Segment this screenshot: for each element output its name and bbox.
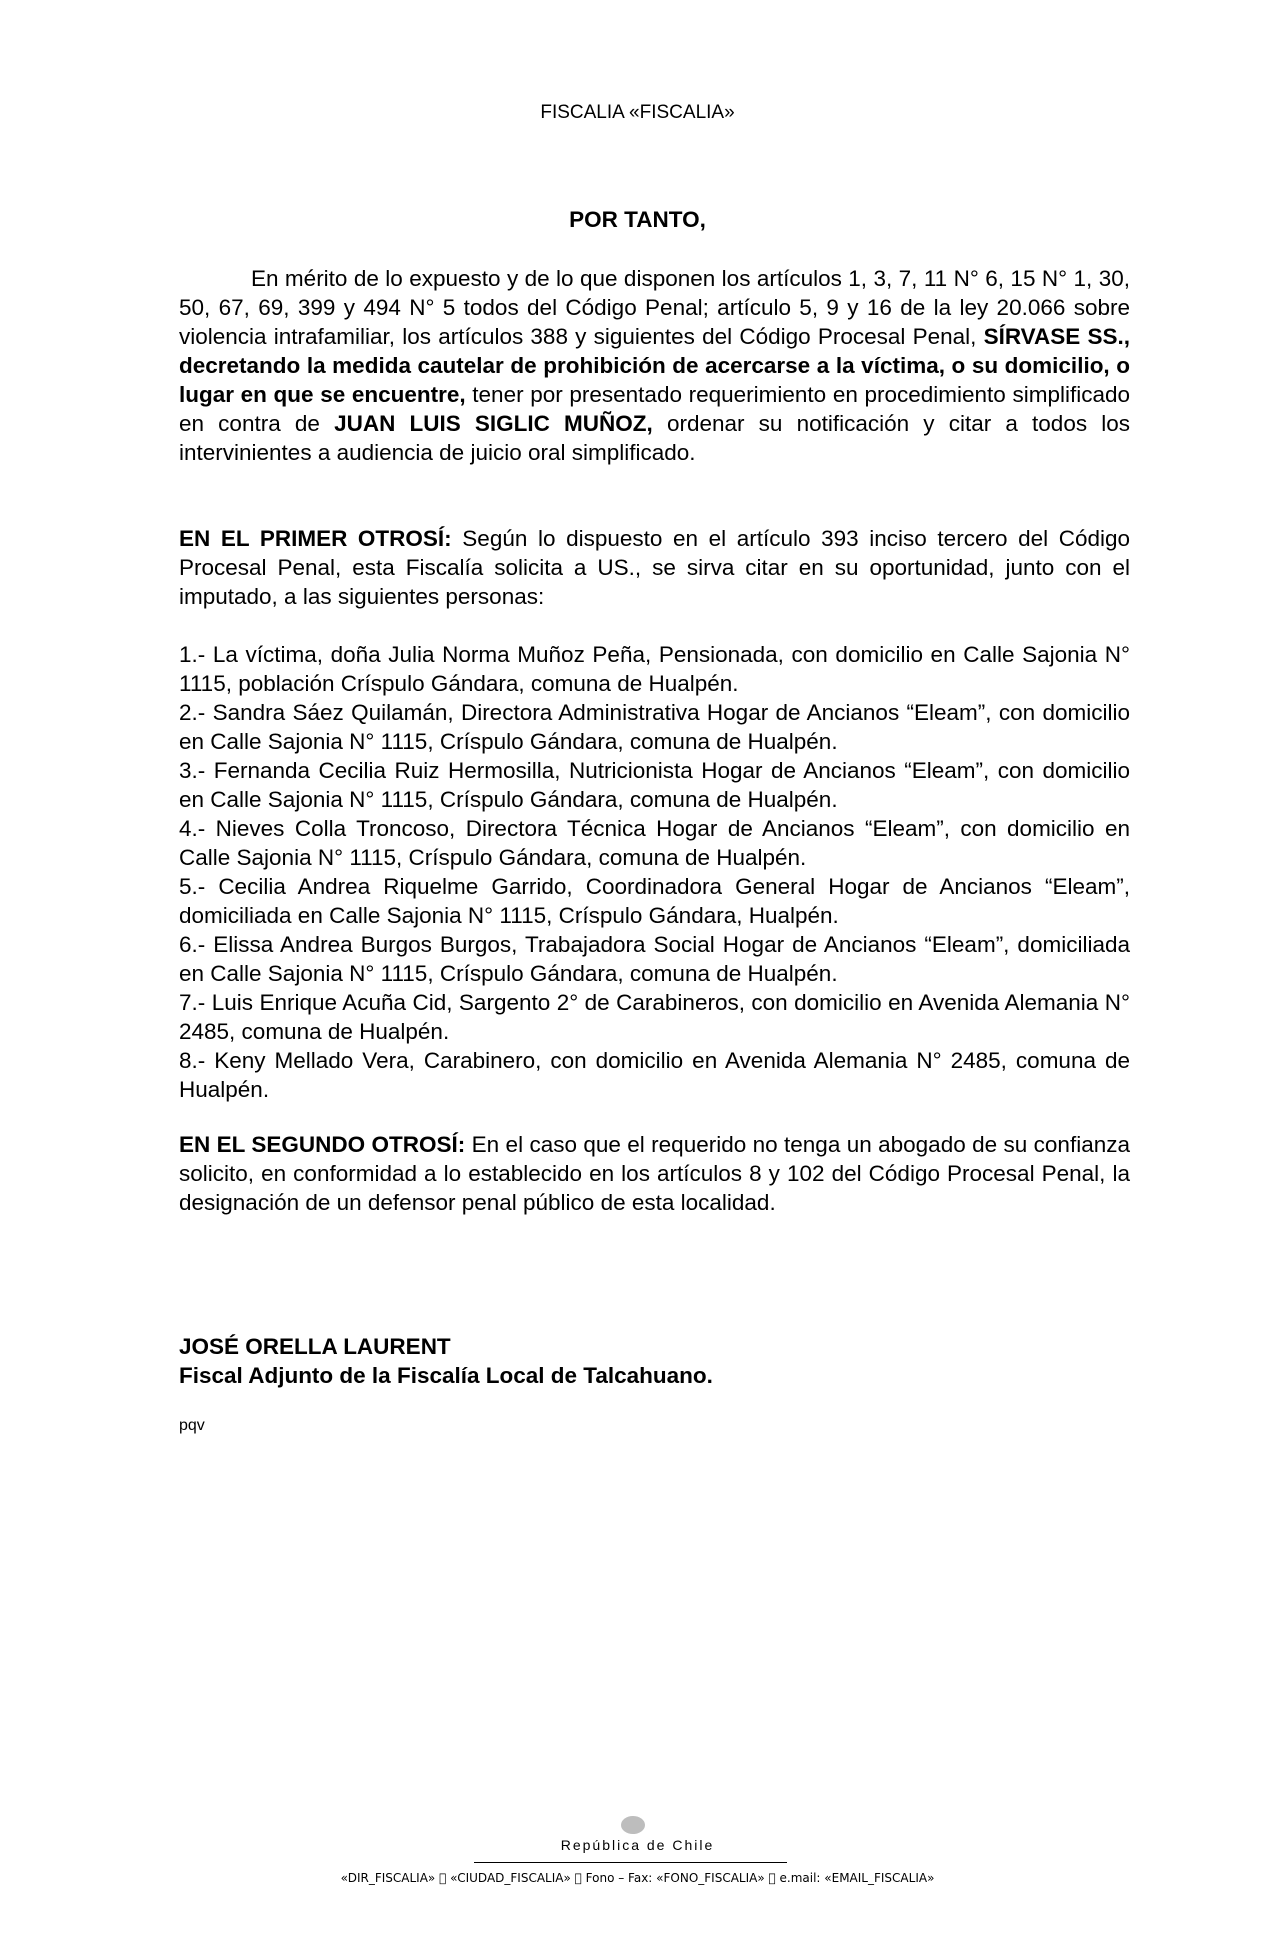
segundo-otrosi-label: EN EL SEGUNDO OTROSÍ: [179, 1132, 466, 1157]
primer-otrosi-label: EN EL PRIMER OTROSÍ: [179, 526, 452, 551]
merito-bold-1: SÍRVASE SS., decretando la medida cautelar de prohibición de acercarse a la víctima, o su domicilio, o lugar en que se encuentre, [179, 324, 1130, 407]
segundo-otrosi-text: En el caso que el requerido no tenga un abogado de su confianza solicito, en conformidad a lo establecido en los artículos 8 y 102 del Código Procesal Penal, la designación de un defensor penal público de esta localidad. [179, 1132, 1130, 1215]
footer-divider [474, 1862, 787, 1863]
witness-list [179, 640, 1130, 1104]
list-item: 2.- Sandra Sáez Quilamán, Directora Administrativa Hogar de Ancianos “Eleam”, con domicilio en Calle Sajonia N° 1115, Críspulo Gándara, comuna de Hualpén. [179, 700, 1130, 754]
footer-contact: «DIR_FISCALIA»   «CIUDAD_FISCALIA»   Fono – Fax: «FONO_FISCALIA»   e.mail: «EMAIL_FISCALIA» [340, 1871, 935, 1885]
list-item: 4.- Nieves Colla Troncoso, Directora Técnica Hogar de Ancianos “Eleam”, con domicilio en Calle Sajonia N° 1115, Críspulo Gándara, comuna de Hualpén. [179, 816, 1130, 870]
section-heading: POR TANTO, [569, 207, 706, 232]
list-item: 5.- Cecilia Andrea Riquelme Garrido, Coordinadora General Hogar de Ancianos “Eleam”, domiciliada en Calle Sajonia N° 1115, Críspulo Gándara, Hualpén. [179, 874, 1130, 928]
merito-paragraph [179, 264, 1130, 467]
signature-name: JOSÉ ORELLA LAURENT [179, 1334, 451, 1359]
primer-otrosi-paragraph [179, 524, 1130, 611]
signature-title: Fiscal Adjunto de la Fiscalía Local de Talcahuano. [179, 1363, 713, 1388]
merito-text-1: En mérito de lo expuesto y de lo que disponen los artículos 1, 3, 7, 11 N° 6, 15 N° 1, 30, 50, 67, 69, 399 y 494 N° 5 todos del Código Penal; artículo 5, 9 y 16 de la ley 20.066 sobre violencia intrafamiliar, los artículos 388 y siguientes del Código Procesal Penal, [179, 266, 1130, 349]
signature-block [179, 1332, 713, 1390]
list-item: 7.- Luis Enrique Acuña Cid, Sargento 2° de Carabineros, con domicilio en Avenida Alemania N° 2485, comuna de Hualpén. [179, 990, 1130, 1044]
typist-initials: pqv [179, 1417, 205, 1434]
defendant-name: JUAN LUIS SIGLIC MUÑOZ, [334, 411, 653, 436]
list-item: 6.- Elissa Andrea Burgos Burgos, Trabajadora Social Hogar de Ancianos “Eleam”, domiciliada en Calle Sajonia N° 1115, Críspulo Gándara, comuna de Hualpén. [179, 932, 1130, 986]
list-item: 1.- La víctima, doña Julia Norma Muñoz Peña, Pensionada, con domicilio en Calle Sajonia N° 1115, población Críspulo Gándara, comuna de Hualpén. [179, 642, 1130, 696]
header-title: FISCALIA «FISCALIA» [540, 102, 735, 123]
segundo-otrosi-paragraph [179, 1130, 1130, 1217]
republica-label: República de Chile [560, 1837, 715, 1853]
merito-text-3: ordenar su notificación y citar a todos los intervinientes a audiencia de juicio oral simplificado. [179, 411, 1131, 465]
list-item: 3.- Fernanda Cecilia Ruiz Hermosilla, Nutricionista Hogar de Ancianos “Eleam”, con domicilio en Calle Sajonia N° 1115, Críspulo Gándara, comuna de Hualpén. [179, 758, 1130, 812]
seal-icon [621, 1816, 645, 1834]
primer-otrosi-text: Según lo dispuesto en el artículo 393 inciso tercero del Código Procesal Penal, esta Fiscalía solicita a US., se sirva citar en su oportunidad, junto con el imputado, a las siguientes personas: [179, 526, 1130, 609]
merito-text-2: tener por presentado requerimiento en procedimiento simplificado en contra de [179, 382, 1130, 436]
list-item: 8.- Keny Mellado Vera, Carabinero, con domicilio en Avenida Alemania N° 2485, comuna de Hualpén. [179, 1048, 1130, 1102]
